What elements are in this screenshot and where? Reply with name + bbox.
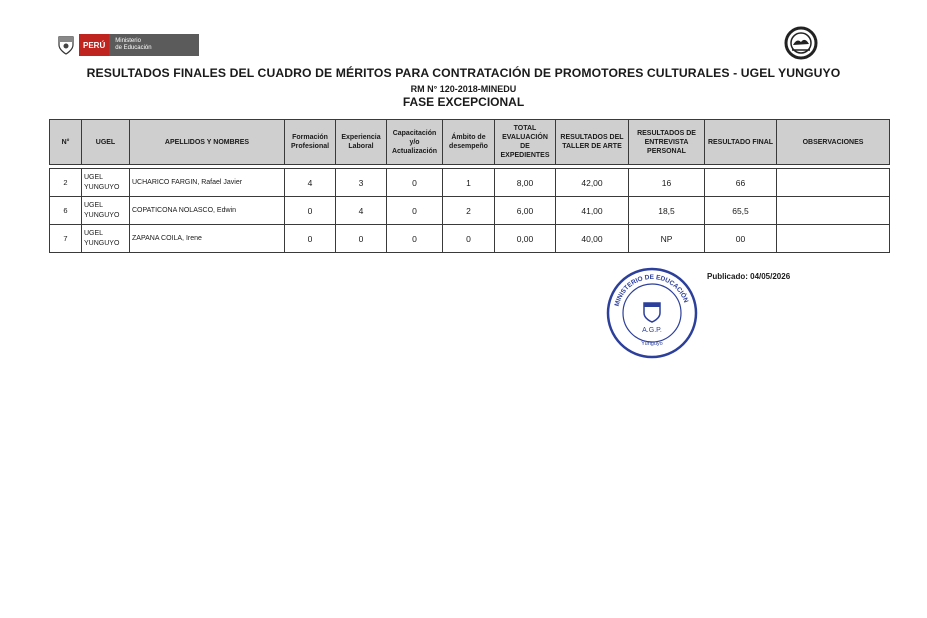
cell-final: 00 [705, 225, 777, 253]
ugel-logo-icon [784, 26, 818, 60]
cell-formacion: 4 [285, 169, 336, 197]
cell-entrevista: NP [629, 225, 705, 253]
header-capacitacion: Capacitación y/o Actualización [387, 120, 443, 165]
stamp-place: Yunguyo [641, 341, 663, 347]
cell-total: 8,00 [495, 169, 556, 197]
ministry-logo [57, 34, 199, 56]
cell-final: 66 [705, 169, 777, 197]
header-final: RESULTADO FINAL [705, 120, 777, 165]
peru-label: PERÚ [79, 34, 109, 56]
cell-number: 2 [50, 169, 82, 197]
header-ugel: UGEL [82, 120, 130, 165]
cell-capacitacion: 0 [387, 225, 443, 253]
cell-ambito: 2 [443, 197, 495, 225]
stamp-arc-text: MINISTERIO DE EDUCACIÓN [613, 273, 690, 308]
ministry-line-1: Ministerio [115, 38, 141, 44]
header-total: TOTAL EVALUACIÓN DE EXPEDIENTES [495, 120, 556, 165]
document-phase: FASE EXCEPCIONAL [402, 95, 525, 109]
ministry-label [109, 34, 199, 56]
header-formacion: Formación Profesional [285, 120, 336, 165]
header-experiencia: Experiencia Laboral [336, 120, 387, 165]
header-observaciones: OBSERVACIONES [777, 120, 890, 165]
cell-name: ZAPANA COILA, Irene [130, 225, 285, 253]
cell-experiencia: 4 [336, 197, 387, 225]
table-row [50, 197, 890, 225]
cell-taller: 40,00 [556, 225, 629, 253]
stamp-initials: A.G.P. [642, 327, 662, 334]
cell-capacitacion: 0 [387, 169, 443, 197]
table-row [50, 225, 890, 253]
cell-experiencia: 3 [336, 169, 387, 197]
header-number: N° [50, 120, 82, 165]
table-row [50, 169, 890, 197]
cell-total: 0,00 [495, 225, 556, 253]
header-entrevista: RESULTADOS DE ENTREVISTA PERSONAL [629, 120, 705, 165]
cell-name: COPATICONA NOLASCO, Edwin [130, 197, 285, 225]
cell-entrevista: 16 [629, 169, 705, 197]
cell-number: 6 [50, 197, 82, 225]
header-taller: RESULTADOS DEL TALLER DE ARTE [556, 120, 629, 165]
cell-capacitacion: 0 [387, 197, 443, 225]
header-ambito: Ámbito de desempeño [443, 120, 495, 165]
header-names: APELLIDOS Y NOMBRES [130, 120, 285, 165]
cell-ugel: UGEL YUNGUYO [82, 197, 130, 225]
cell-entrevista: 18,5 [629, 197, 705, 225]
cell-taller: 41,00 [556, 197, 629, 225]
cell-experiencia: 0 [336, 225, 387, 253]
cell-ugel: UGEL YUNGUYO [82, 169, 130, 197]
cell-taller: 42,00 [556, 169, 629, 197]
cell-final: 65,5 [705, 197, 777, 225]
results-table [49, 119, 890, 253]
cell-observaciones [777, 197, 890, 225]
cell-ambito: 1 [443, 169, 495, 197]
cell-ugel: UGEL YUNGUYO [82, 225, 130, 253]
cell-ambito: 0 [443, 225, 495, 253]
published-date: Publicado: 04/05/2026 [707, 272, 791, 281]
official-stamp-icon [606, 267, 698, 359]
cell-observaciones [777, 225, 890, 253]
cell-observaciones [777, 169, 890, 197]
coat-of-arms-icon [57, 35, 75, 55]
cell-formacion: 0 [285, 225, 336, 253]
document-title: RESULTADOS FINALES DEL CUADRO DE MÉRITOS PARA CONTRATACIÓN DE PROMOTORES CULTURALES - UGEL YUNGUYO [86, 66, 841, 80]
document-subtitle: RM N° 120-2018-MINEDU [410, 84, 517, 94]
cell-formacion: 0 [285, 197, 336, 225]
table-header-row [50, 120, 890, 165]
ministry-line-2: de Educación [115, 45, 152, 51]
cell-total: 6,00 [495, 197, 556, 225]
cell-number: 7 [50, 225, 82, 253]
cell-name: UCHARICO FARGIN, Rafael Javier [130, 169, 285, 197]
